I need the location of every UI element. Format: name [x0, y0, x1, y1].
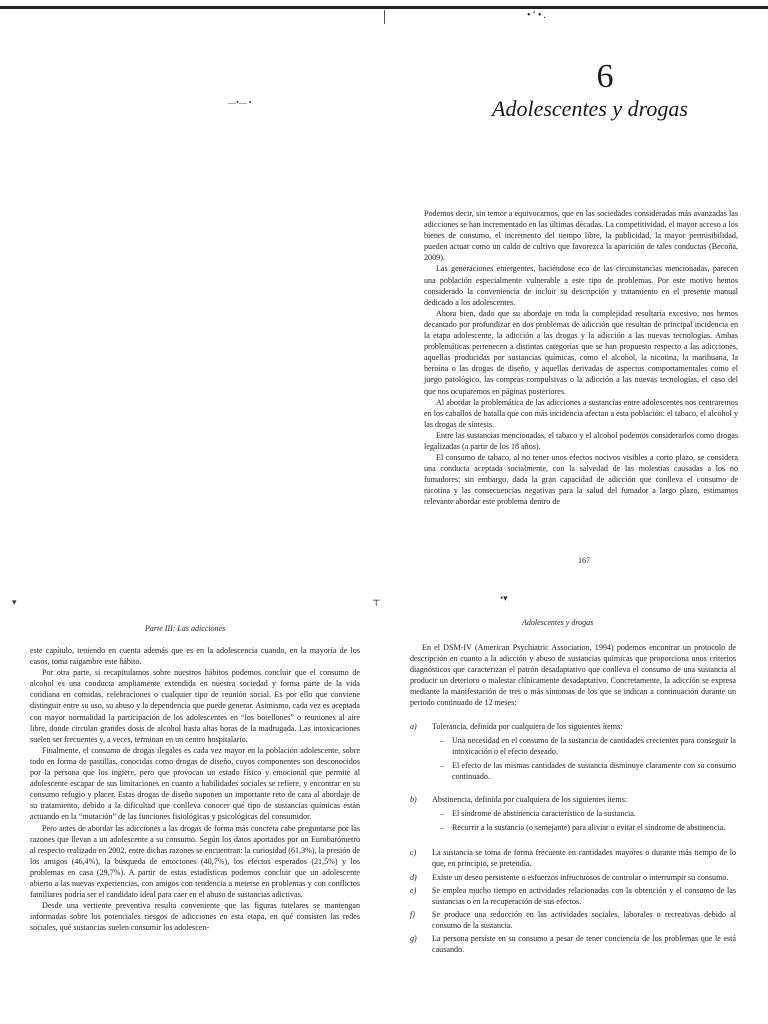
paragraph: Al abordar la problemática de las adicciones a sustancias entre adolescentes nos centraremos en los caballos de batalla que con más incidencia afectan a esta población: el tabaco, el alcohol y las drogas de síntesis.: [424, 397, 738, 429]
scan-top-border: [0, 6, 768, 9]
running-head-right: Adolescentes y drogas: [522, 618, 594, 627]
sub-item: [432, 735, 736, 757]
paragraph: El consumo de tabaco, al no tener unos efectos nocivos visibles a corto plazo, se considera una conducta aceptada socialmente, con la salvedad de las molestias causadas a los no fumadores; sin embargo, dada la gran capacidad de adicción que conlleva el consumo de nicotina y las consecuencias negativas para la salud del fumador a largo plazo, estimamos relevante abordar este problema dentro de: [424, 453, 738, 507]
scan-speck: —•— •: [228, 98, 252, 107]
criterion-item: [410, 872, 736, 883]
sub-item-text: El síndrome de abstinencia característico de la sustancia.: [452, 809, 636, 819]
item-text: Tolerancia, definida por cualquiera de los siguientes ítems:: [432, 721, 623, 731]
chapter-title: Adolescentes y drogas: [492, 96, 688, 121]
item-text: Se produce una reducción en las actividades sociales, laborales o recreativas debido al consumo de la sustancia.: [432, 909, 736, 930]
criterion-item: [410, 885, 736, 907]
scan-speck: ▾: [12, 597, 17, 607]
scan-speck: •▾: [500, 593, 508, 603]
sub-item-text: El efecto de las mismas cantidades de sustancia disminuye claramente con su consumo continuado.: [452, 760, 736, 781]
sub-item-text: Una necesidad en el consumo de la sustancia de cantidades crecientes para conseguir la intoxicación o el efecto deseado.: [452, 735, 736, 756]
criterion-item: [410, 721, 736, 732]
scan-speck: •‘•.: [527, 10, 548, 21]
chapter-number: 6: [596, 58, 614, 95]
paragraph: Podemos decir, sin temor a equivocarnos, que en las sociedades consideradas más avanzadas las adicciones se han incrementado en las últimas décadas. La competitividad, el mayor acceso a los bienes de consumo, el incremento del tiempo libre, la publicidad, la mayor permisibilidad, pueden actuar como un caldo de cultivo que favorezca la aparición de tales conductas (Becoña, 2009).: [424, 209, 738, 263]
criteria-list: [410, 872, 736, 956]
item-label: b): [410, 795, 417, 805]
paragraph: En el DSM-IV (American Psychiatric Association, 1994) podemos encontrar un protocolo de descripción en cuanto a la adicción y abuso de sustancias químicas que proporciona unos criterios diagnósticos que caracterizan el patrón desadaptativo que conlleva el consumo de una sustancia al producir un deterioro o malestar clínicamente desadaptativo. Concretamente, la adicción se expresa mediante la manifestación de tres o más síntomas de los que se indican a continuación durante un periodo continuado de 12 meses:: [410, 643, 736, 708]
item-text: La persona persiste en su consumo a pesar de tener conciencia de los problemas que le está causando.: [432, 933, 736, 955]
item-text: Se emplea mucho tiempo en actividades relacionadas con la obtención y el consumo de las sustancias o en la recuperación de sus efectos.: [432, 885, 736, 906]
running-head-left: Parte III: Las adicciones: [145, 624, 226, 633]
item-label: a): [410, 721, 417, 731]
left-page-body: [30, 645, 360, 933]
sub-item: [432, 808, 736, 819]
criterion-item: [410, 933, 736, 955]
sub-item-text: Recurrir a la sustancia (o semejante) para aliviar o evitar el síndrome de abstinencia.: [452, 823, 726, 833]
item-text: Abstinencia, definida por cualquiera de los siguientes ítems:: [432, 795, 628, 805]
dash-bullet: –: [439, 823, 445, 833]
item-label: f): [410, 909, 415, 919]
paragraph: Las generaciones emergentes, haciéndose eco de las circunstancias mencionadas, parecen una población especialmente vulnerable a este tipo de problemas. Por este motivo hemos considerado la conveniencia de incluir su descripción y tratamiento en el presente manual dedicado a los adolescentes.: [424, 264, 738, 307]
dash-bullet: –: [439, 809, 445, 819]
paragraph: Finalmente, el consumo de drogas ilegales es cada vez mayor en la población adolescente, sobre todo en forma de pastillas, conocidas como drogas de diseño, cuyos componentes son desconocidos por la persona que los ingiere, pero que provocan un estado físico y emocional que permite al adolescente escapar de sus limitaciones en cuanto a habilidades sociales se refiere, y encontrar en su consumo refugio y placer. Estas drogas de diseño suponen un importante reto de cara al abordaje de su tratamiento, debido a la dificultad que conlleva conocer qué tipo de sustancias químicas están actuando en la “mutación” de las funciones fisiológicas y psicológicas del consumidor.: [30, 745, 360, 822]
sub-item: [432, 822, 736, 833]
item-label: d): [410, 872, 417, 882]
paragraph: este capítulo, teniendo en cuenta además que es en la adolescencia cuando, en la mayoría de los casos, toma raigambre este hábito.: [30, 646, 360, 667]
criterion-item: [410, 794, 736, 805]
page-number: 167: [578, 556, 590, 565]
item-label: g): [410, 933, 417, 943]
sub-item: [432, 760, 736, 782]
dash-bullet: –: [439, 735, 445, 745]
item-label: e): [410, 885, 417, 895]
paragraph: Por otra parte, si recapitulamos sobre nuestros hábitos podemos concluir que el consumo de alcohol es una conducta ampliamente extendida en nuestra sociedad y forma parte de la vida cotidiana en comidas, celebraciones o cualquier tipo de reunión social. Es por ello que conviene distinguir entre su uso, su abuso y la dependencia que puede generar. Asimismo, cada vez es aceptada con mayor normalidad la participación de los adolescentes en “los botellones” o reuniones al aire libre, donde circulan grandes dosis de alcohol hasta altas horas de la madrugada. Las intoxicaciones suelen ser frecuentes y, a veces, terminan en un centro hospitalario.: [30, 668, 360, 744]
item-text: La sustancia se toma de forma frecuente en cantidades mayores o durante más tiempo de lo que, en principio, se pretendía.: [432, 848, 736, 869]
paragraph: Desde una vertiente preventiva resulta conveniente que las figuras tutelares se mantengan informadas sobre los potenciales riesgos de adicciones en esta etapa, en qué consisten las redes sociales, qué sustancias suelen consumir los adolescen-: [30, 901, 360, 933]
item-text: Existe un deseo persistente o esfuerzos infructuosos de controlar o interrumpir su consumo.: [432, 872, 729, 882]
item-label: c): [410, 848, 417, 858]
paragraph: Ahora bien, dado que su abordaje en toda la complejidad resultaría excesivo, nos hemos decantado por profundizar en dos problemas de adicción que resultan de principal incidencia en la etapa adolescente, la adicción a las drogas y la adicción a las nuevas tecnologías. Ambas problemáticas pertenecen a distintas categorías que se han propuesto respecto a las adicciones, aquellas producidas por sustancias químicas, como el alcohol, la nicotina, la marihuana, la heroína o las drogas de diseño, y aquellas derivadas de aspectos comportamentales como el juego patológico, las compras compulsivas o la adicción a las nuevas tecnologías, el caso del que nos ocuparemos en páginas posteriores.: [424, 308, 738, 396]
scan-speck: ⊤: [372, 598, 381, 608]
chapter-intro: [424, 208, 738, 508]
paragraph: Pero antes de abordar las adicciones a las drogas de forma más concreta cabe preguntarse por las razones que llevan a un adolescente a su consumo. Según los datos aportados por un Eurobarómetro al respecto realizado en 2002, entre dichas razones se encuentran: la curiosidad (61,3%), la presión de los amigos (46,4%), la búsqueda de emociones (40,7%), los efectos esperados (21,5%) y los problemas en casa (29,7%). A partir de estas estadísticas podemos concluir que un adolescente abierto a las nuevas experiencias, con amigos con tendencia a meterse en problemas y con conflictos familiares podría ser el candidato ideal para caer en el abuso de sustancias adictivas.: [30, 823, 360, 900]
book-gutter-mark: [384, 10, 385, 24]
criterion-item: [410, 909, 736, 931]
right-page-body: [410, 642, 736, 955]
paragraph: Entre las sustancias mencionadas, el tabaco y el alcohol podemos considerarlos como drogas legalizadas (a partir de los 18 años).: [424, 430, 738, 451]
criterion-item: [410, 847, 736, 869]
dash-bullet: –: [439, 760, 445, 770]
